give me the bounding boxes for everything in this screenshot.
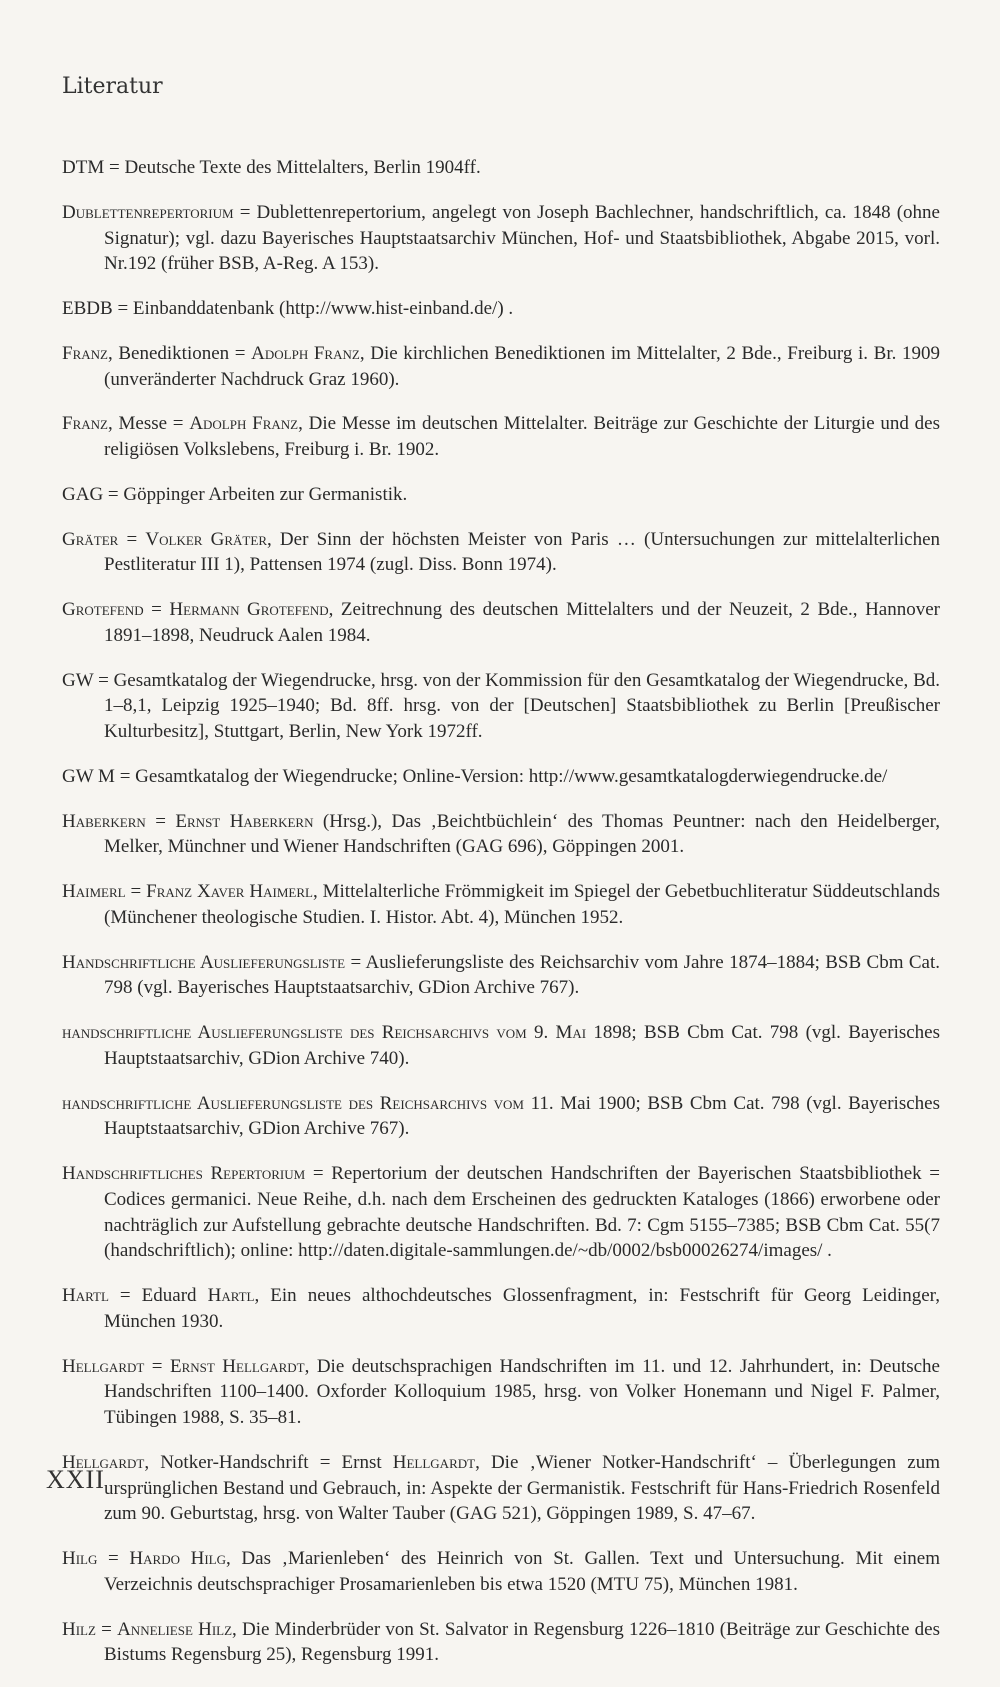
entry-key: Gräter	[62, 528, 119, 550]
bibliography-entry	[62, 296, 940, 322]
entry-text: = Eduard	[108, 1285, 208, 1306]
entry-key: handschriftliche Auslieferungsliste des Reichsarchivs vom	[62, 1092, 524, 1114]
entry-key: Handschriftliche Auslieferungsliste	[62, 951, 346, 973]
entry-author: Volker Gräter	[145, 528, 267, 550]
entry-text: = Göppinger Arbeiten zur Germanistik.	[103, 483, 408, 505]
bibliography-entry	[62, 341, 940, 393]
bibliography-entry	[62, 809, 940, 861]
entry-text: = Repertorium der deutschen Handschriften der Bayerischen Staatsbibliothek = Codices germanici. Neue Reihe, d.h. nach dem Erscheinen des gedruckten Kataloges (1866) erworbene oder nachträglich zur Aufstellung gebrachte deutsche Handschriften. Bd. 7: Cgm 5155–7385; BSB Cbm Cat. 55(7 (handschriftlich); online: http://daten.digitale-sammlungen.de/~db/0002/bsb00026274/images/ .	[104, 1163, 941, 1262]
entry-text: =	[118, 528, 146, 550]
entry-author: Anneliese Hilz	[117, 1618, 233, 1640]
entry-text: = Gesamtkatalog der Wiegendrucke, hrsg. von der Kommission für den Gesamtkatalog der Wiegendrucke, Bd. 1–8,1, Leipzig 1925–1940; Bd. 8ff. hrsg. von der [Deutschen] Staatsbibliothek zu Berlin [Preußischer Kulturbesitz], Stuttgart, Berlin, New York 1972ff.	[93, 669, 940, 742]
entry-key: Haimerl	[62, 881, 126, 902]
entry-text: ; BSB Cbm Cat. 798 (vgl. Bayerisches Hauptstaatsarchiv, GDion Archive 740).	[104, 1022, 940, 1069]
page-number: XXII	[46, 1465, 105, 1494]
entry-author: Hermann Grotefend	[169, 599, 329, 620]
entry-key: DTM	[62, 157, 105, 178]
entry-text: =	[143, 599, 170, 620]
bibliography-entry	[62, 527, 940, 579]
entry-title: , Die deutschsprachigen Handschriften im 11. und 12. Jahrhundert, in: Deutsche Handschriften 1100–1400. Oxforder Kolloquium 1985, hrsg. von Volker Honemann und Nigel F. Palmer, Tübingen 1988, S. 35–81.	[104, 1355, 940, 1428]
entry-key: GW	[62, 669, 94, 691]
entry-key: Hilz	[62, 1618, 96, 1640]
bibliography-entry	[62, 1283, 940, 1335]
entry-key: Handschriftliches Repertorium	[62, 1163, 306, 1184]
entry-key: Grotefend	[62, 599, 144, 620]
bibliography-entry	[62, 1091, 940, 1143]
entry-title: , Die Minderbrüder von St. Salvator in Regensburg 1226–1810 (Beiträge zur Geschichte des Bistums Regensburg 25), Regensburg 1991.	[104, 1618, 940, 1666]
entry-text: 11. Mai 1900; BSB Cbm Cat. 798 (vgl. Bayerisches Hauptstaatsarchiv, GDion Archive 767).	[104, 1092, 940, 1140]
bibliography-entry	[62, 668, 940, 745]
bibliography-entry	[62, 1161, 940, 1264]
entry-key: Hellgardt	[62, 1355, 145, 1377]
entry-text: , Benediktionen =	[107, 342, 252, 364]
entry-key: Haberkern	[62, 810, 146, 832]
entry-author: Adolph Franz	[189, 413, 299, 435]
entry-text: =	[145, 810, 176, 832]
entry-title: , Ein neues althochdeutsches Glossenfragment, in: Festschrift für Georg Leidinger, München 1930.	[104, 1285, 940, 1332]
bibliography-entry	[62, 597, 940, 649]
entry-key: Hilg	[62, 1548, 98, 1569]
entry-key: GAG	[62, 483, 104, 505]
bibliography-entry	[62, 155, 940, 181]
bibliography-entry	[62, 879, 940, 931]
entry-text: = Gesamtkatalog der Wiegendrucke; Online-Version: http://www.gesamtkatalogderwiegendrucke.de/	[114, 765, 888, 787]
entry-text: = Auslieferungsliste des Reichsarchiv vom Jahre 1874–1884; BSB Cbm Cat. 798 (vgl. Bayerisches Hauptstaatsarchiv, GDion Archive 767).	[104, 951, 940, 999]
entry-author: Hardo Hilg	[129, 1548, 227, 1569]
entry-title: (Hrsg.), Das ‚Beichtbüchlein‘ des Thomas Peuntner: nach den Heidelberger, Melker, Münchner und Wiener Handschriften (GAG 696), Göppingen 2001.	[104, 810, 940, 858]
entry-text: = Deutsche Texte des Mittelalters, Berlin 1904ff.	[104, 157, 481, 178]
entry-key: Franz	[62, 413, 108, 435]
bibliography-entry	[62, 1450, 940, 1527]
entry-text: =	[97, 1548, 130, 1569]
entry-text: = Einbanddatenbank (http://www.hist-einband.de/) .	[112, 298, 514, 319]
entry-title: , Das ‚Marienleben‘ des Heinrich von St. Gallen. Text und Untersuchung. Mit einem Verzeichnis deutschsprachiger Prosamarienleben bis etwa 1520 (MTU 75), München 1981.	[104, 1548, 940, 1595]
entry-key: Hartl	[62, 1285, 109, 1306]
entry-text: , Messe =	[107, 413, 190, 435]
entry-author: Franz Xaver Haimerl	[146, 881, 313, 902]
entry-title: , Die Messe im deutschen Mittelalter. Beiträge zur Geschichte der Liturgie und des religiösen Volkslebens, Freiburg i. Br. 1902.	[104, 413, 941, 460]
bibliography-entry	[62, 1354, 940, 1431]
entry-key: Franz	[62, 342, 108, 364]
entry-author: Hellgardt	[392, 1451, 476, 1473]
entry-title: , Die ‚Wiener Notker-Handschrift‘ – Überlegungen zum ursprünglichen Bestand und Gebrauch, in: Aspekte der Germanistik. Festschrift für Hans-Friedrich Rosenfeld zum 90. Geburtstag, hrsg. von Walter Tauber (GAG 521), Göppingen 1989, S. 47–67.	[104, 1451, 940, 1525]
bibliography-entry	[62, 482, 940, 508]
entry-author: Ernst Haberkern	[175, 810, 314, 832]
entry-key: GW M	[62, 765, 115, 787]
entry-author: Ernst Hellgardt	[169, 1355, 305, 1377]
bibliography-entry	[62, 950, 940, 1002]
entry-key: Hellgardt	[62, 1451, 145, 1473]
entry-author: Hartl	[207, 1285, 255, 1306]
entry-text: , Notker-Handschrift = Ernst	[144, 1451, 393, 1473]
bibliography-entry	[62, 1617, 940, 1669]
entry-text: =	[125, 881, 147, 902]
bibliography-entry	[62, 411, 940, 463]
running-title: Literatur	[62, 74, 163, 99]
entry-title: , Die kirchlichen Benediktionen im Mittelalter, 2 Bde., Freiburg i. Br. 1909 (unveränderter Nachdruck Graz 1960).	[104, 342, 940, 390]
bibliography-entry	[62, 1020, 940, 1072]
entry-key: handschriftliche Auslieferungsliste des Reichsarchivs vom 9. Mai 1898	[62, 1022, 632, 1043]
entry-title: , Zeitrechnung des deutschen Mittelalters und der Neuzeit, 2 Bde., Hannover 1891–1898, Neudruck Aalen 1984.	[104, 599, 940, 646]
entry-author: Adolph Franz	[251, 342, 360, 364]
entry-title: , Mittelalterliche Frömmigkeit im Spiegel der Gebetbuchliteratur Süddeutschlands (Münchener theologische Studien. I. Histor. Abt. 4), München 1952.	[104, 881, 940, 928]
bibliography-entry	[62, 764, 940, 790]
entry-text: = Dublettenrepertorium, angelegt von Joseph Bachlechner, handschriftlich, ca. 1848 (ohne Signatur); vgl. dazu Bayerisches Hauptstaatsarchiv München, Hof- und Staatsbibliothek, Abgabe 2015, vorl. Nr.192 (früher BSB, A-Reg. A 153).	[104, 201, 940, 275]
entry-text: =	[95, 1618, 118, 1640]
bibliography-entry	[62, 1546, 940, 1598]
entry-key: EBDB	[62, 298, 113, 319]
bibliography-list	[62, 136, 940, 1687]
entry-title: , Der Sinn der höchsten Meister von Paris … (Untersuchungen zur mittelalterlichen Pestliteratur III 1), Pattensen 1974 (zugl. Diss. Bonn 1974).	[104, 528, 941, 576]
bibliography-entry	[62, 200, 940, 277]
entry-text: =	[144, 1355, 170, 1377]
entry-key: Dublettenrepertorium	[62, 201, 234, 223]
